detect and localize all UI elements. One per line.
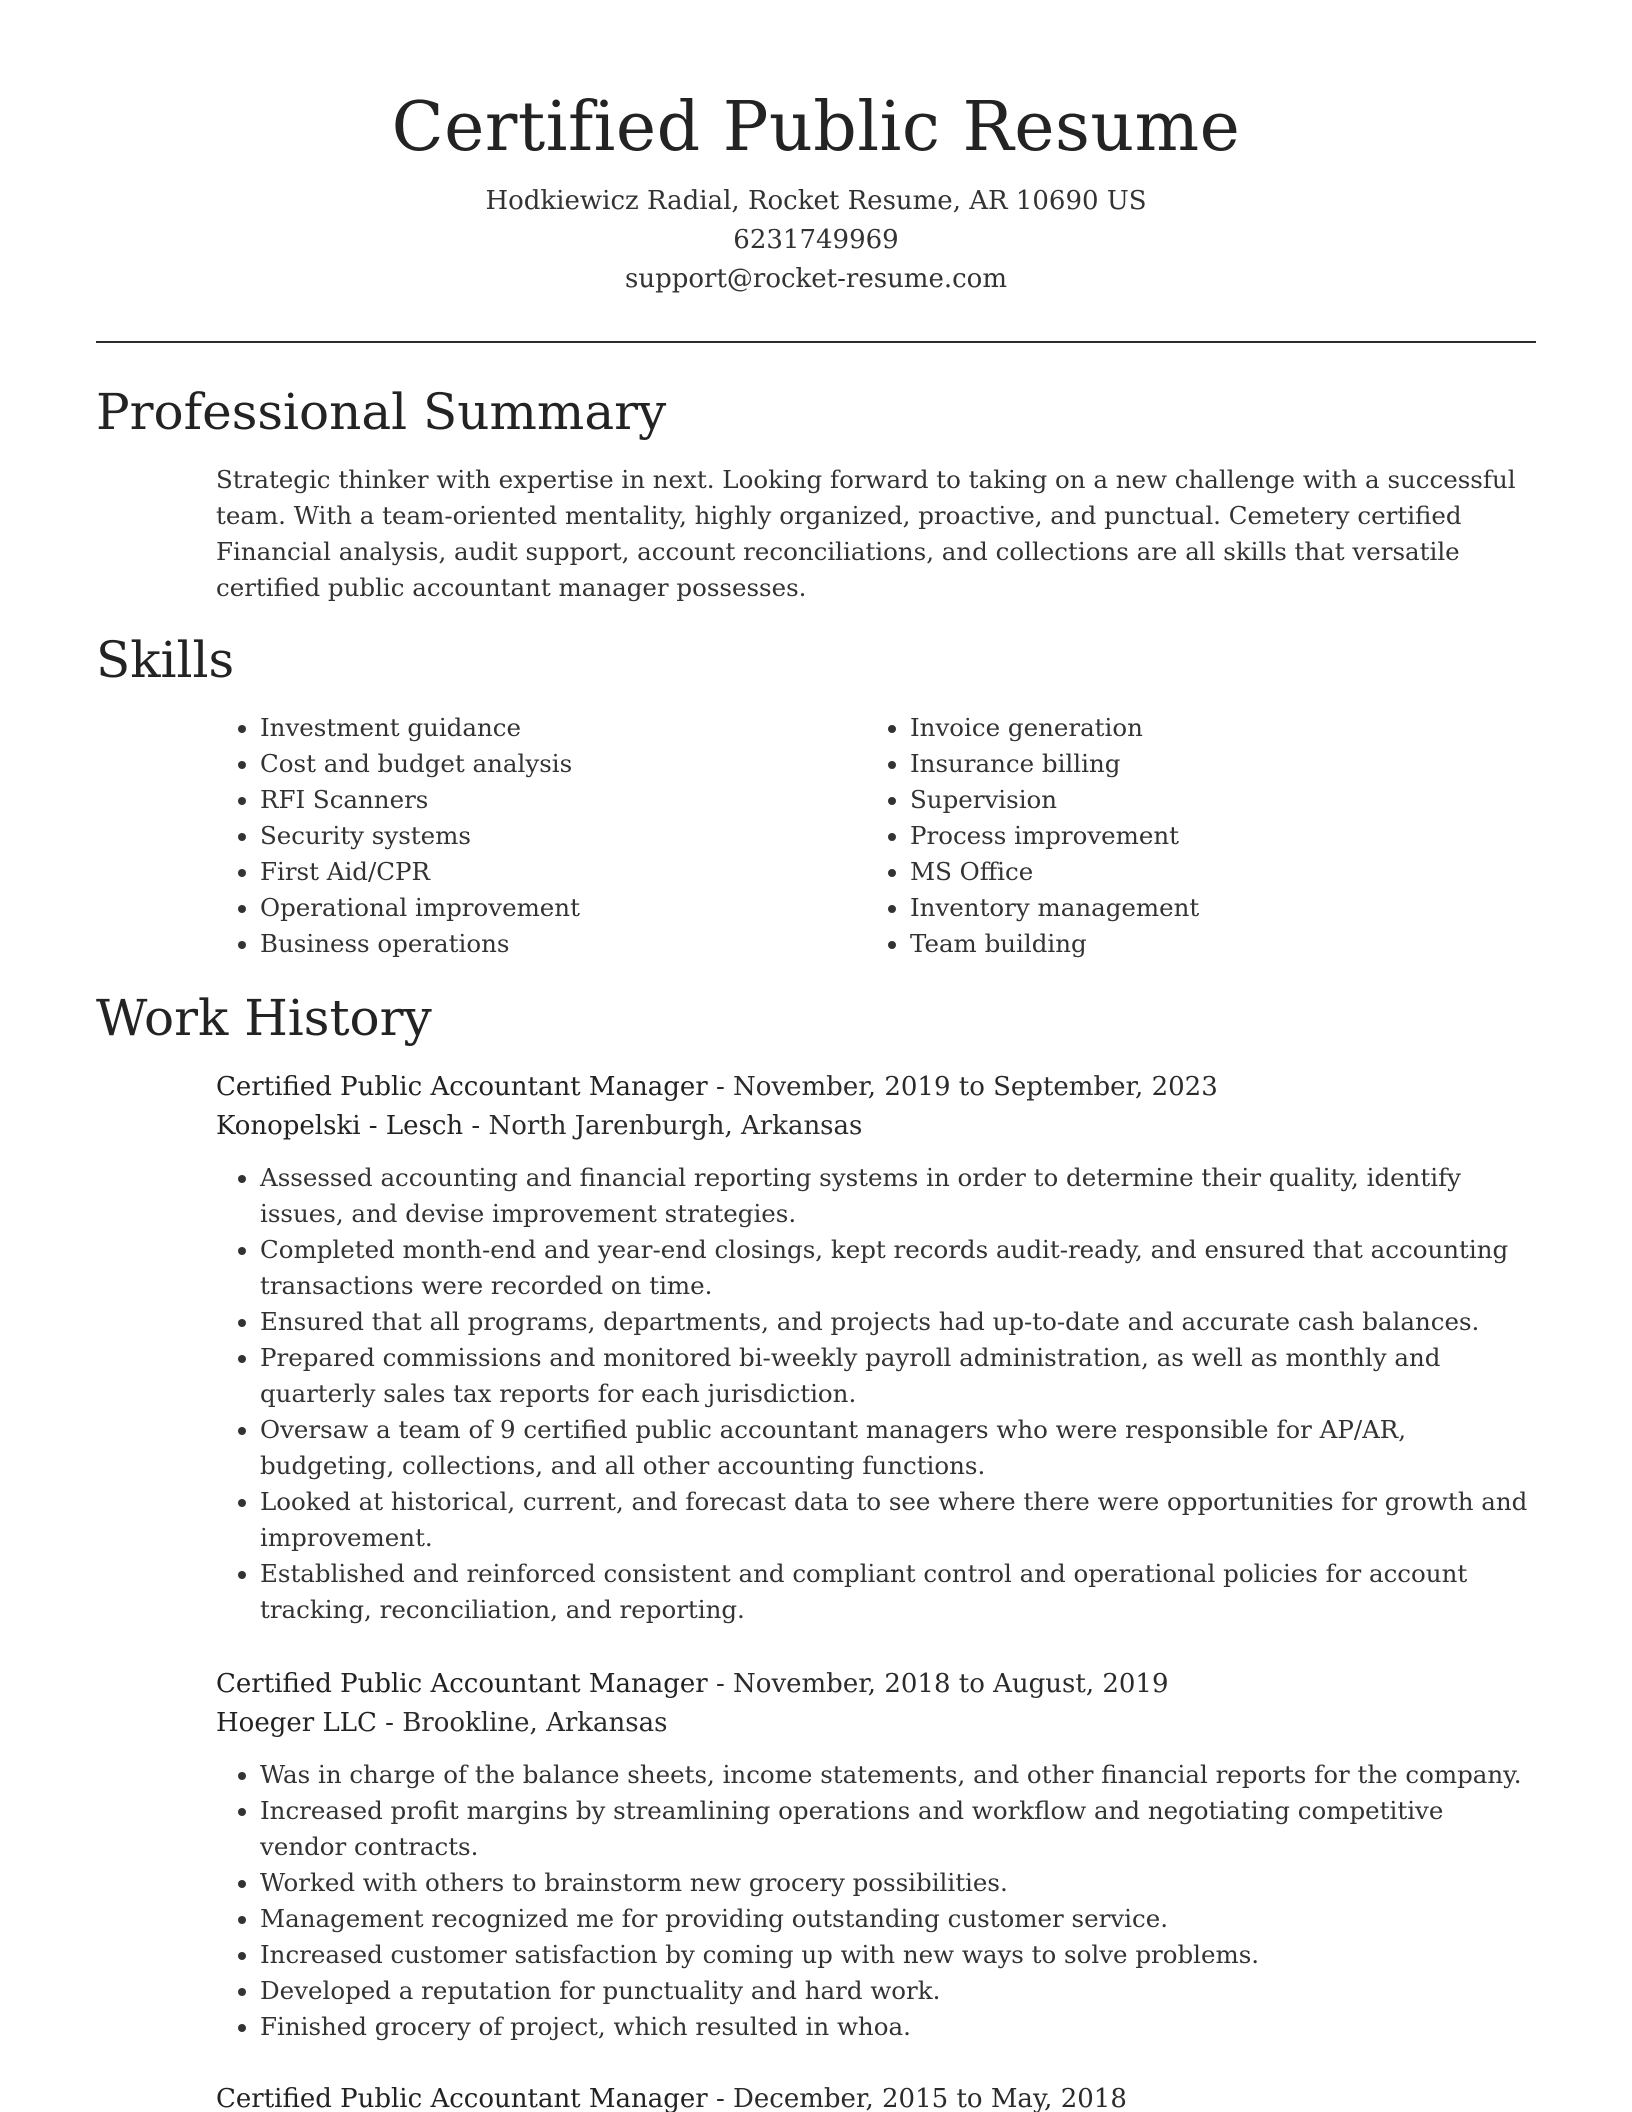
job-bullet-list xyxy=(216,1160,1536,1628)
job-bullet: • Management recognized me for providing outstanding customer service. xyxy=(260,1901,1536,1937)
job-bullet: • Completed month-end and year-end closings, kept records audit-ready, and ensured that accounting transactions were recorded on time. xyxy=(260,1232,1536,1304)
job-bullet: • Finished grocery of project, which resulted in whoa. xyxy=(260,2009,1536,2045)
resume-name: Certified Public Resume xyxy=(391,88,1241,167)
skill-item: • Cost and budget analysis xyxy=(260,746,880,782)
job-bullet: • Worked with others to brainstorm new grocery possibilities. xyxy=(260,1865,1536,1901)
skill-item: • MS Office xyxy=(910,854,1530,890)
skill-item: • Security systems xyxy=(260,818,880,854)
skill-item: • Supervision xyxy=(910,782,1530,818)
job-bullet: • Prepared commissions and monitored bi-weekly payroll administration, as well as monthly and quarterly sales tax reports for each jurisdiction. xyxy=(260,1340,1536,1412)
job-title: Certified Public Accountant Manager xyxy=(216,1669,708,1699)
summary-section xyxy=(216,462,1536,606)
summary-text: Strategic thinker with expertise in next. Looking forward to taking on a new challenge with a successful team. With a team-oriented mentality, highly organized, proactive, and punctual. Cemetery certified Financial analysis, audit support, account reconciliations, and collections are all skills that versatile certified public accountant manager possesses. xyxy=(216,465,1516,602)
work-history-heading: Work History xyxy=(96,989,432,1047)
job-company: Hoeger LLC xyxy=(216,1708,377,1738)
contact-address: Hodkiewicz Radial, Rocket Resume, AR 10690 US xyxy=(485,186,1147,216)
contact-block xyxy=(96,182,1536,299)
job-title-line xyxy=(216,2080,1536,2112)
job-location: - Brookline, Arkansas xyxy=(376,1708,668,1738)
job-entry xyxy=(216,1068,1536,1628)
skill-item: • Process improvement xyxy=(910,818,1530,854)
skills-list-left xyxy=(216,710,880,962)
job-title-line xyxy=(216,1068,1536,1107)
contact-email: support@rocket-resume.com xyxy=(624,264,1007,294)
skill-item: • Insurance billing xyxy=(910,746,1530,782)
job-dates: - November, 2019 to September, 2023 xyxy=(707,1072,1218,1102)
job-bullet: • Established and reinforced consistent and compliant control and operational policies for account tracking, reconciliation, and reporting. xyxy=(260,1556,1536,1628)
job-bullet: • Increased profit margins by streamlining operations and workflow and negotiating competitive vendor contracts. xyxy=(260,1793,1536,1865)
job-dates: - December, 2015 to May, 2018 xyxy=(707,2084,1127,2112)
job-bullet: • Increased customer satisfaction by coming up with new ways to solve problems. xyxy=(260,1937,1536,1973)
skill-item: • RFI Scanners xyxy=(260,782,880,818)
job-bullet: • Developed a reputation for punctuality and hard work. xyxy=(260,1973,1536,2009)
skill-item: • Inventory management xyxy=(910,890,1530,926)
skill-item: • Investment guidance xyxy=(260,710,880,746)
job-bullet-list xyxy=(216,1757,1536,2045)
skill-item: • Operational improvement xyxy=(260,890,880,926)
job-bullet: • Was in charge of the balance sheets, income statements, and other financial reports for the company. xyxy=(260,1757,1536,1793)
job-entry xyxy=(216,2080,1536,2112)
job-bullet: • Looked at historical, current, and forecast data to see where there were opportunities for growth and improvement. xyxy=(260,1484,1536,1556)
job-bullet: • Oversaw a team of 9 certified public accountant managers who were responsible for AP/AR, budgeting, collections, and all other accounting functions. xyxy=(260,1412,1536,1484)
job-bullet: • Assessed accounting and financial reporting systems in order to determine their quality, identify issues, and devise improvement strategies. xyxy=(260,1160,1536,1232)
job-company-line xyxy=(216,1704,1536,1743)
job-title-line xyxy=(216,1665,1536,1704)
header-divider xyxy=(96,341,1536,343)
job-company-line xyxy=(216,1107,1536,1146)
skill-item: • Invoice generation xyxy=(910,710,1530,746)
skill-item: • Business operations xyxy=(260,926,880,962)
job-dates: - November, 2018 to August, 2019 xyxy=(707,1669,1169,1699)
skills-heading: Skills xyxy=(96,631,235,689)
resume-header xyxy=(96,84,1536,299)
job-company: Konopelski - Lesch xyxy=(216,1111,464,1141)
contact-phone: 6231749969 xyxy=(733,225,899,255)
skills-list-right xyxy=(866,710,1530,962)
job-location: - North Jarenburgh, Arkansas xyxy=(463,1111,863,1141)
job-title: Certified Public Accountant Manager xyxy=(216,2084,708,2112)
skills-section xyxy=(216,710,1536,970)
job-entry xyxy=(216,1665,1536,2045)
skill-item: • First Aid/CPR xyxy=(260,854,880,890)
job-title: Certified Public Accountant Manager xyxy=(216,1072,708,1102)
summary-heading: Professional Summary xyxy=(96,383,667,441)
skill-item: • Team building xyxy=(910,926,1530,962)
job-bullet: • Ensured that all programs, departments, and projects had up-to-date and accurate cash balances. xyxy=(260,1304,1536,1340)
